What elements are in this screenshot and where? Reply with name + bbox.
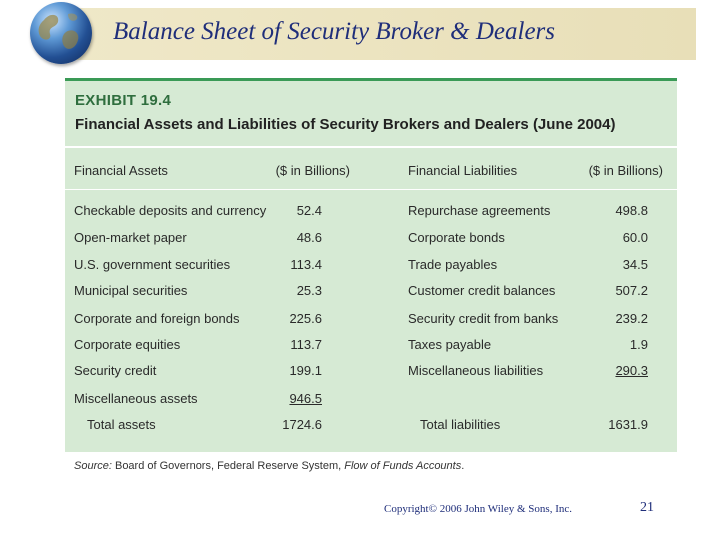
asset-label: U.S. government securities — [74, 257, 231, 272]
liability-label: Trade payables — [408, 257, 498, 272]
asset-value: 113.4 — [290, 257, 322, 272]
asset-label: Corporate equities — [74, 337, 181, 352]
liability-label: Taxes payable — [408, 337, 492, 352]
source-publication: Flow of Funds Accounts — [344, 460, 462, 472]
liability-label: Corporate bonds — [408, 230, 505, 245]
liability-value: 60.0 — [622, 230, 648, 245]
globe-icon — [30, 2, 92, 64]
asset-value: 225.6 — [289, 311, 322, 326]
liability-value: 290.3 — [615, 363, 648, 378]
asset-label: Open-market paper — [74, 230, 187, 245]
asset-label: Municipal securities — [74, 283, 188, 298]
slide-number: 21 — [640, 500, 654, 515]
liability-value: 1.9 — [629, 337, 648, 352]
exhibit-panel — [65, 78, 677, 452]
source-note — [74, 460, 464, 472]
total-liabilities-value: 1631.9 — [608, 417, 648, 432]
asset-label: Security credit — [74, 363, 157, 378]
asset-label: Miscellaneous assets — [74, 391, 198, 406]
asset-value: 52.4 — [296, 203, 322, 218]
asset-label: Corporate and foreign bonds — [74, 311, 240, 326]
liability-value: 498.8 — [615, 203, 648, 218]
total-liabilities-label: Total liabilities — [420, 417, 501, 432]
exhibit-title: Financial Assets and Liabilities of Security Brokers and Dealers (June 2004) — [75, 116, 616, 133]
copyright-notice: Copyright© 2006 John Wiley & Sons, Inc. — [384, 503, 572, 515]
exhibit-top-rule — [65, 78, 677, 81]
liability-value: 239.2 — [615, 311, 648, 326]
header-divider — [65, 189, 677, 190]
liability-value: 507.2 — [615, 283, 648, 298]
liability-label: Security credit from banks — [408, 311, 559, 326]
asset-value: 946.5 — [289, 391, 322, 406]
total-assets-label: Total assets — [87, 417, 156, 432]
header-liabilities-unit: ($ in Billions) — [588, 163, 663, 178]
liability-value: 34.5 — [622, 257, 648, 272]
liability-label: Miscellaneous liabilities — [408, 363, 544, 378]
exhibit-divider — [65, 146, 677, 148]
source-text: Board of Governors, Federal Reserve System, — [111, 460, 345, 472]
header-assets-unit: ($ in Billions) — [275, 163, 350, 178]
asset-value: 48.6 — [296, 230, 322, 245]
source-suffix: . — [461, 460, 465, 472]
asset-value: 199.1 — [289, 363, 322, 378]
total-assets-value: 1724.6 — [282, 417, 322, 432]
liability-label: Repurchase agreements — [408, 203, 551, 218]
exhibit-number: EXHIBIT 19.4 — [75, 92, 172, 109]
header-financial-assets: Financial Assets — [74, 163, 168, 178]
liability-label: Customer credit balances — [408, 283, 556, 298]
source-prefix: Source: — [74, 460, 112, 472]
slide-title: Balance Sheet of Security Broker & Dealers — [113, 18, 555, 45]
asset-label: Checkable deposits and currency — [74, 203, 267, 218]
header-financial-liabilities: Financial Liabilities — [408, 163, 518, 178]
asset-value: 113.7 — [290, 337, 322, 352]
asset-value: 25.3 — [296, 283, 322, 298]
